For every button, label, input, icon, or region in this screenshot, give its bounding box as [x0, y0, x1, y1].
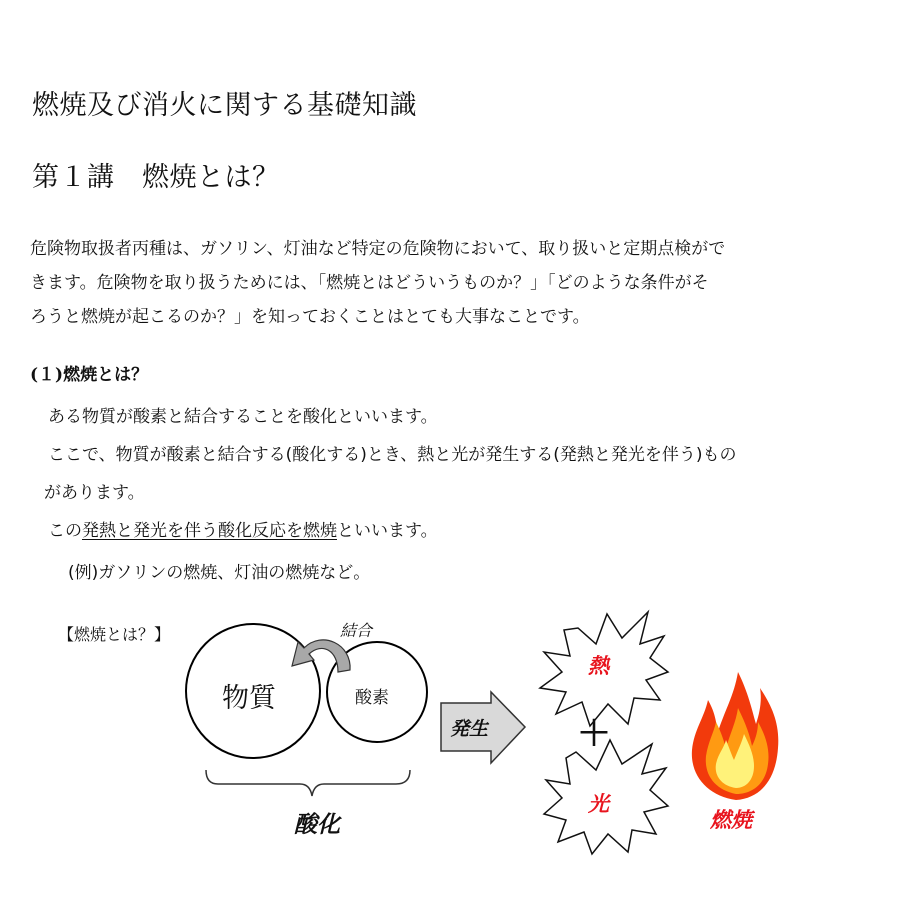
- paragraph-oxidation: ある物質が酸素と結合することを酸化といいます。: [48, 407, 438, 427]
- combustion-label: 燃焼: [710, 808, 752, 832]
- generate-label: 発生: [450, 718, 489, 740]
- intro-line: きます。危険物を取り扱うためには、「燃焼とはどういうものか？」「どのような条件がそ: [30, 273, 709, 293]
- light-label: 光: [588, 792, 609, 816]
- flame-icon: [692, 672, 778, 800]
- intro-paragraph: [30, 232, 890, 334]
- heat-label: 熱: [588, 654, 609, 678]
- lecture-title: 燃焼とは？: [142, 162, 280, 193]
- paragraph-heat-light-line1: ここで、物質が酸素と結合する(酸化する)とき、熱と光が発生する(発熱と発光を伴う)もの: [48, 445, 737, 465]
- oxidation-brace-icon: [206, 770, 410, 796]
- text-suffix: といいます。: [337, 521, 438, 541]
- paragraph-combustion-definition: [48, 516, 438, 546]
- underlined-definition: 発熱と発光を伴う酸化反応を燃焼: [82, 521, 337, 541]
- section-heading: (１)燃焼とは？: [30, 365, 149, 385]
- paragraph-example: (例)ガソリンの燃焼、灯油の燃焼など。: [68, 563, 371, 583]
- oxidation-label: 酸化: [294, 812, 340, 838]
- diagram-caption: 【燃焼とは？】: [58, 625, 171, 644]
- diagram-graphics: [0, 600, 920, 900]
- oxygen-label: 酸素: [355, 688, 389, 708]
- lecture-number: 第１講: [32, 162, 115, 193]
- bond-label: 結合: [340, 621, 373, 640]
- substance-label: 物質: [222, 683, 276, 714]
- combustion-diagram: [0, 600, 920, 900]
- intro-line: ろうと燃焼が起こるのか？」を知っておくことはとても大事なことです。: [30, 307, 590, 327]
- text-prefix: この: [48, 521, 82, 541]
- paragraph-heat-light-line2: があります。: [44, 483, 145, 503]
- document-title: 燃焼及び消火に関する基礎知識: [32, 90, 417, 121]
- plus-sign: ＋: [577, 714, 611, 754]
- lecture-heading: [32, 160, 280, 196]
- intro-line: 危険物取扱者丙種は、ガソリン、灯油など特定の危険物において、取り扱いと定期点検がで: [30, 239, 726, 259]
